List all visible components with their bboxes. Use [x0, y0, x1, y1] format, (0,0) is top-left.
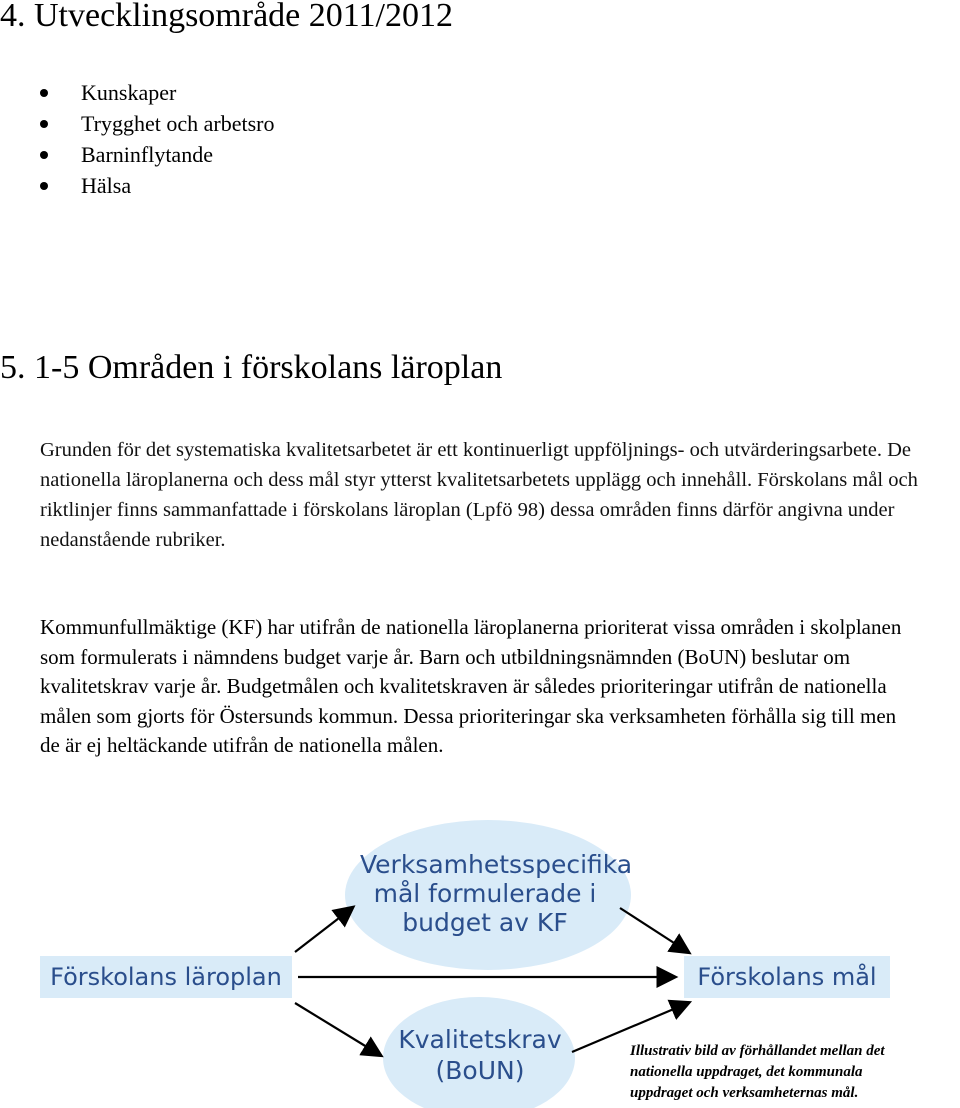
- list-item-label: Barninflytande: [81, 142, 213, 167]
- focus-areas-list: [38, 77, 275, 201]
- bullet-icon: [40, 182, 48, 190]
- list-item: [38, 139, 275, 170]
- bottom-ellipse-line: Kvalitetskrav: [398, 1025, 562, 1054]
- caption-line: nationella uppdraget, det kommunala: [630, 1064, 863, 1080]
- bottom-ellipse-line: (BoUN): [435, 1056, 525, 1085]
- section-5-heading: 5. 1-5 Områden i förskolans läroplan: [0, 349, 503, 386]
- list-item-label: Trygghet och arbetsro: [81, 111, 275, 136]
- list-item: [38, 77, 275, 108]
- curriculum-relationship-diagram: [0, 800, 960, 1108]
- section-4-heading: 4. Utvecklingsområde 2011/2012: [0, 0, 453, 34]
- top-ellipse-line: mål formulerade i: [373, 879, 597, 908]
- bottom-ellipse-text: [385, 1024, 575, 1086]
- arrow-top-to-right: [620, 908, 688, 952]
- top-ellipse-line: Verksamhetsspecifika: [360, 850, 633, 879]
- arrow-left-to-top: [295, 908, 352, 952]
- list-item-label: Hälsa: [81, 173, 132, 198]
- bullet-icon: [40, 89, 48, 97]
- top-ellipse-line: budget av KF: [402, 908, 568, 937]
- caption-line: uppdraget och verksamheternas mål.: [630, 1085, 859, 1101]
- right-box-label: Förskolans mål: [697, 963, 877, 991]
- caption-line: Illustrativ bild av förhållandet mellan det: [630, 1043, 885, 1059]
- list-item-label: Kunskaper: [81, 80, 177, 105]
- top-ellipse-text: [360, 850, 633, 937]
- list-item: [38, 170, 275, 201]
- paragraph-municipal-priorities: Kommunfullmäktige (KF) har utifrån de nationella läroplanerna prioriterat vissa områden i skolplanen som formulerats i nämndens budget varje år. Barn och utbildningsnämnden (BoUN) beslutar om kvalitetskrav varje år. Budgetmålen och kvalitetskraven är således prioriteringar utifrån de nationella målen som gjorts för Östersunds kommun. Dessa prioriteringar ska verksamheten förhålla sig till men de är ej heltäckande utifrån de nationella målen.: [40, 615, 902, 758]
- arrow-left-to-bottom: [295, 1003, 380, 1055]
- left-box-label: Förskolans läroplan: [50, 963, 282, 991]
- diagram-caption: [630, 1041, 960, 1104]
- list-item: [38, 108, 275, 139]
- bullet-icon: [40, 151, 48, 159]
- paragraph-quality-work: Grunden för det systematiska kvalitetsarbetet är ett kontinuerligt uppföljnings- och utvärderingsarbete. De nationella läroplanerna och dess mål styr ytterst kvalitetsarbetets upplägg och innehåll. Förskolans mål och riktlinjer finns sammanfattade i förskolans läroplan (Lpfö 98) dessa områden finns därför angivna under nedanstående rubriker.: [40, 439, 918, 551]
- bullet-icon: [40, 120, 48, 128]
